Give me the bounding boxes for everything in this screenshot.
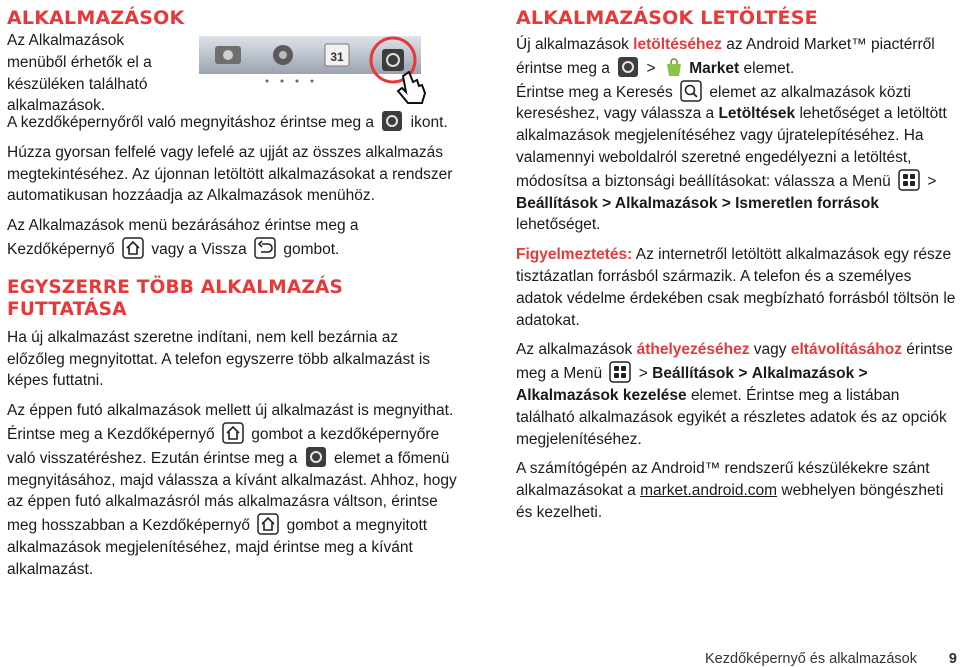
open-post-text: ikont. <box>410 114 448 131</box>
search-text-b: elemet az alkalmazások közti kereséshez, vagy válassza a <box>516 83 912 123</box>
intro-block <box>7 6 457 115</box>
market-icon <box>663 56 685 78</box>
download-instruction <box>516 34 956 80</box>
warning-text: Az internetről letöltött alkalmazások egy része tisztázatlan forrásból származik. A telefon és a személyes adatok védelme érdekében csak megbízható forrásból töltsön le adatokat. <box>516 246 956 329</box>
close-pre-text: Az Alkalmazások menü bezárásához érintse meg a Kezdőképernyő <box>7 217 359 258</box>
warning-label: Figyelmeztetés: <box>516 246 633 264</box>
home-icon <box>257 513 279 535</box>
section-title-download: ALKALMAZÁSOK LETÖLTÉSE <box>516 7 818 29</box>
web-text-a: A számítógépén az Android™ rendszerű készülékekre szánt alkalmazásokat a <box>516 460 930 500</box>
warning-paragraph <box>516 244 956 331</box>
right-column <box>516 6 956 524</box>
close-apps-instruction <box>7 215 457 261</box>
left-column <box>7 6 457 581</box>
download-text-a: Új alkalmazások <box>516 36 629 53</box>
web-market-paragraph <box>516 458 956 523</box>
download-text-c: elemet. <box>743 59 795 77</box>
apps-launcher-icon <box>305 446 327 468</box>
manage-text-e: elemet. Érintse meg a listában található alkalmazások egyikét a részletes adatok és az opciók megjelenítéséhez. <box>516 386 947 448</box>
intro-text: Az Alkalmazások menüből érhetők el a készüléken található alkalmazások. <box>7 32 152 115</box>
app-tray-screenshot <box>197 36 447 114</box>
download-sep: > <box>646 59 656 77</box>
search-icon <box>680 80 702 102</box>
close-post-text: gombot. <box>283 240 340 258</box>
multitask-text-b: gombot a kezdőképernyőre való visszatéréshez. Ezután érintse meg a <box>7 425 440 467</box>
home-icon <box>122 237 144 259</box>
multitask-intro: Ha új alkalmazást szeretne indítani, nem kell bezárnia az előzőleg megnyitottat. A telefon egyszerre több alkalmazást is képes futtatni. <box>7 328 431 390</box>
manage-apps-instruction <box>516 339 956 450</box>
search-text-e: lehetőséget. <box>516 216 601 234</box>
page-number: 9 <box>948 651 957 667</box>
settings-path: Beállítások > Alkalmazások > Ismeretlen források <box>516 194 879 212</box>
close-mid-text: vagy a Vissza <box>151 240 247 258</box>
calendar-day-label: 31 <box>330 50 344 64</box>
remove-highlight: eltávolításához <box>790 341 902 359</box>
multitask-text-c: elemet a főmenü megnyitásához, majd válassza a kívánt alkalmazást. Ahhoz, hogy az éppen futó alkalmazásról más alkalmazásra váltson, érintse meg hosszabban a Kezdőképernyő <box>7 449 457 535</box>
manage-path-2: Alkalmazások > Alkalmazások kezelése <box>516 365 868 404</box>
search-text-a: Érintse meg a Keresés <box>516 83 673 101</box>
home-icon <box>222 422 244 444</box>
market-label: Market <box>689 59 740 77</box>
section-title-multitask: EGYSZERRE TÖBB ALKALMAZÁS FUTTATÁSA <box>7 276 344 320</box>
apps-launcher-icon <box>617 56 639 78</box>
download-text-b: az Android Market™ piactérről érintse meg a <box>516 36 935 77</box>
apps-launcher-icon <box>382 49 404 71</box>
menu-icon <box>609 361 631 383</box>
web-text-b: webhelyen böngészheti és kezelheti. <box>516 482 944 521</box>
back-icon <box>254 237 276 259</box>
footer-chapter-title: Kezdőképernyő és alkalmazások <box>705 651 917 667</box>
hand-pointer-icon <box>398 72 425 103</box>
manage-sep: > <box>638 365 648 383</box>
download-highlight: letöltéséhez <box>633 36 722 53</box>
section-title-apps: ALKALMAZÁSOK <box>7 7 185 29</box>
multitask-text-d: gombot a megnyitott alkalmazások megjelenítéséhez, majd érintse meg a kívánt alkalmazást. <box>7 517 428 578</box>
multitask-text-a: Az éppen futó alkalmazások mellett új alkalmazást is megnyithat. Érintse meg a Kezdőképernyő <box>7 402 454 443</box>
open-pre-text: A kezdőképernyőről való megnyitáshoz érintse meg a <box>7 114 375 131</box>
search-instruction <box>516 80 956 237</box>
move-highlight: áthelyezéséhez <box>636 341 750 359</box>
manage-path-1: Beállítások > <box>652 365 748 383</box>
downloads-label: Letöltések <box>718 105 796 123</box>
scroll-instruction: Húzza gyorsan felfelé vagy lefelé az ujját az összes alkalmazás megtekintéséhez. Az újonnan letöltött alkalmazásokat a rendszer automatikusan hozzáadja az Alkalmazások menühöz. <box>7 143 453 205</box>
manage-text-a: Az alkalmazások <box>516 341 633 359</box>
search-text-c: lehetőséget a letöltött alkalmazások megjelenítéséhez vagy újratelepítéséhez. Ha valamennyi weboldalról szeretné engedélyezni a letöltést, módosítsa a biztonsági beállításokat: válassza a Menü <box>516 105 947 190</box>
search-sep: > <box>927 172 937 190</box>
manage-text-c: érintse meg a Menü <box>516 341 953 383</box>
multitask-instructions <box>7 400 457 580</box>
menu-icon <box>898 169 920 191</box>
manage-text-b: vagy <box>753 341 787 359</box>
market-website-link[interactable]: market.android.com <box>640 482 778 500</box>
